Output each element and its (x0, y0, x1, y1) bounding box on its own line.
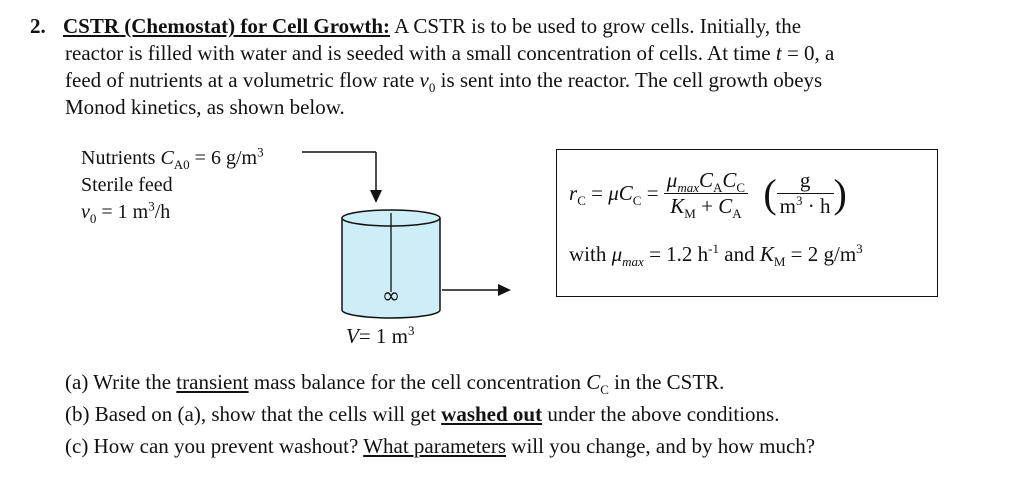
intro-line-3a: feed of nutrients at a volumetric flow rate (65, 68, 420, 92)
question-b (65, 402, 779, 426)
ca0-var: C (160, 147, 174, 169)
intro-line-3b: is sent into the reactor. The cell growth obeys (435, 68, 823, 92)
qa-end: in the CSTR. (608, 370, 725, 394)
reactor-volume-label (346, 324, 415, 348)
qc-post: will you change, and by how much? (506, 434, 816, 458)
ca0-sub: A0 (173, 157, 190, 172)
ca0-exp: 3 (257, 144, 264, 160)
qb-post: under the above conditions. (542, 402, 780, 426)
impeller-icon: ∞ (381, 284, 401, 309)
monod-denominator (664, 194, 748, 222)
monod-fraction (664, 168, 748, 222)
v0-unit: /h (154, 201, 171, 223)
km-sub: M (773, 254, 786, 270)
den-ca: C (718, 194, 733, 218)
qa-sub: C (600, 382, 609, 398)
volume-value: = 1 m (358, 324, 409, 348)
problem-title: CSTR (Chemostat) for Cell Growth: (63, 14, 391, 38)
with-val: = 1.2 h (643, 242, 709, 266)
intro-line-2: reactor is filled with water and is seeded with a small concentration of cells. At time (65, 41, 771, 65)
unit-denominator (777, 194, 834, 219)
with-exp: -1 (708, 241, 719, 256)
qa-var: C (586, 370, 601, 394)
num-ca-sub: A (713, 180, 723, 196)
with-mu-sub: max (622, 254, 644, 270)
and-text: and (719, 242, 760, 266)
with-mu: μ (611, 242, 623, 266)
num-mu: μ (666, 168, 678, 192)
unit-fraction (777, 168, 834, 219)
flow-subscript: 0 (428, 80, 436, 96)
rc-sub: C (577, 193, 586, 209)
num-ca: C (699, 168, 714, 192)
num-cc-sub: C (736, 180, 746, 196)
ca0-value: = 6 g/m (189, 147, 258, 169)
rate-law-box (556, 149, 938, 297)
rc-var: r (569, 181, 578, 205)
feed-arrow-icon (370, 190, 382, 203)
unit-m: m (779, 194, 797, 218)
qc-pre: (c) How can you prevent washout? (65, 434, 364, 458)
mu-var: μ (608, 181, 619, 205)
intro-line-4: Monod kinetics, as shown below. (65, 95, 345, 119)
flow-variable: v (419, 68, 429, 92)
km-exp: 3 (856, 241, 863, 256)
num-mu-sub: max (677, 180, 699, 196)
v0-value: = 1 m (96, 201, 149, 223)
parameters-line (569, 241, 863, 270)
qb-underlined: washed out (441, 402, 543, 426)
v0-sub: 0 (89, 211, 97, 226)
cc-sub: C (632, 193, 642, 209)
intro-line-2-end: = 0, a (781, 41, 835, 65)
paren-left: ( (763, 171, 777, 216)
qa-post: mass balance for the cell concentration (248, 370, 587, 394)
outlet-arrow-icon (498, 284, 511, 296)
nutrients-text: Nutrients (81, 147, 161, 169)
rate-equation (569, 168, 847, 222)
monod-numerator (664, 168, 748, 194)
qc-underlined: What parameters (363, 434, 507, 458)
num-cc: C (722, 168, 737, 192)
den-plus: + (695, 194, 719, 218)
eq2: = (641, 181, 659, 205)
volume-var: V (346, 324, 359, 348)
sterile-feed-label: Sterile feed (81, 174, 173, 196)
volume-exp: 3 (408, 323, 415, 338)
qb-pre: (b) Based on (a), show that the cells will get (65, 402, 442, 426)
paren-right: ) (833, 171, 847, 216)
question-c (65, 434, 815, 458)
unit-exp: 3 (796, 193, 803, 208)
den-km-sub: M (684, 206, 696, 222)
unit-h: · h (802, 194, 831, 218)
km-val: = 2 g/m (785, 242, 857, 266)
with-text: with (569, 242, 612, 266)
qa-pre: (a) Write the (65, 370, 177, 394)
cc-var: C (618, 181, 633, 205)
v0-exp: 3 (148, 198, 155, 214)
qa-underlined: transient (176, 370, 249, 394)
den-ca-sub: A (732, 206, 742, 222)
question-a (65, 370, 725, 398)
eq1: = (585, 181, 609, 205)
km-var: K (759, 242, 774, 266)
v0-var: v (81, 201, 90, 223)
den-km: K (670, 194, 685, 218)
time-variable: t (775, 41, 782, 65)
intro-line-1: A CSTR is to be used to grow cells. Initially, the (394, 14, 802, 38)
unit-numerator: g (777, 168, 834, 194)
problem-number: 2. (30, 14, 46, 38)
